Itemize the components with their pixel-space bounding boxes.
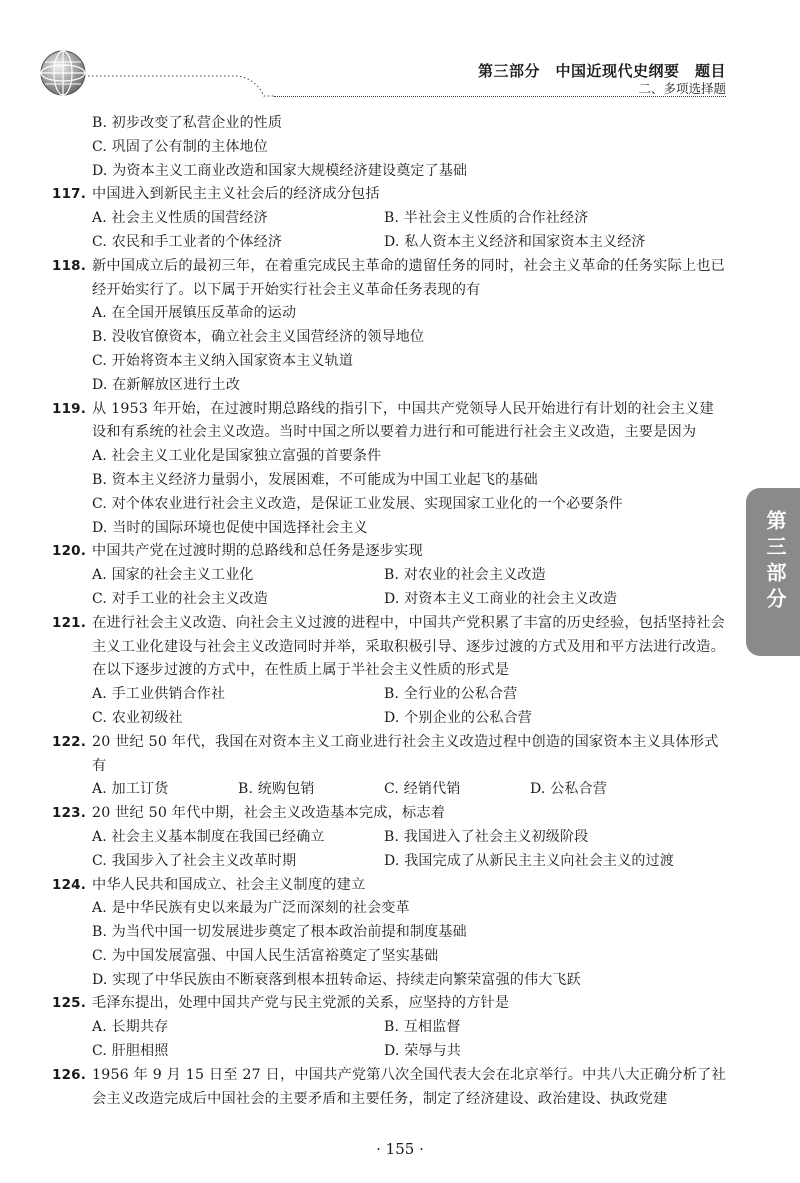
option-d: D. 荣辱与共	[384, 1043, 462, 1060]
option-d: D. 公私合营	[530, 781, 608, 798]
option-b: B. 没收官僚资本，确立社会主义国营经济的领导地位	[92, 329, 425, 346]
question-stem: 20 世纪 50 年代，我国在对资本主义工商业进行社会主义改造过程中创造的国家资本主义具体形式有	[92, 733, 719, 774]
section-side-tab-label: 第三部分	[763, 510, 787, 614]
carryover-option: B. 初步改变了私营企业的性质	[92, 115, 283, 131]
page-number: · 155 ·	[376, 1140, 424, 1158]
question-125	[52, 992, 728, 1063]
question-number: 126.	[52, 1066, 87, 1083]
carryover-option: C. 巩固了公有制的主体地位	[92, 138, 268, 155]
carryover-option: D. 为资本主义工商业改造和国家大规模经济建设奠定了基础	[92, 162, 468, 179]
option-a: A. 在全国开展镇压反革命的运动	[92, 305, 297, 322]
header-dotted-curve	[84, 74, 274, 104]
option-a: A. 社会主义工业化是国家独立富强的首要条件	[92, 448, 382, 465]
question-content	[52, 112, 728, 1111]
question-123	[52, 802, 728, 873]
question-number: 118.	[52, 257, 87, 274]
option-a: A. 社会主义性质的国营经济	[92, 210, 268, 227]
question-number: 121.	[52, 614, 87, 631]
option-b: B. 全行业的公私合营	[384, 686, 518, 703]
globe-logo-icon	[38, 48, 88, 98]
question-117	[52, 183, 728, 254]
option-b: B. 对农业的社会主义改造	[384, 567, 546, 584]
header-subtitle: 二、多项选择题	[638, 81, 726, 96]
question-stem: 新中国成立后的最初三年，在着重完成民主革命的遗留任务的同时，社会主义革命的任务实际上也已经开始实行了。以下属于开始实行社会主义革命任务表现的有	[92, 257, 726, 298]
option-a: A. 是中华民族有史以来最为广泛而深刻的社会变革	[92, 900, 410, 917]
question-number: 117.	[52, 186, 87, 203]
question-120	[52, 540, 728, 611]
option-d: D. 在新解放区进行土改	[92, 376, 241, 393]
option-b: B. 半社会主义性质的合作社经济	[384, 210, 589, 227]
question-stem: 在进行社会主义改造、向社会主义过渡的进程中，中国共产党积累了丰富的历史经验，包括坚持社会主义工业化建设与社会主义改造同时并举，采取积极引导、逐步过渡的方式及用和平方法进行改造。在以下逐步过渡的方式中，在性质上属于半社会主义性质的形式是	[92, 614, 726, 679]
option-a: A. 社会主义基本制度在我国已经确立	[92, 828, 325, 845]
question-number: 123.	[52, 805, 87, 822]
question-118	[52, 255, 728, 398]
question-122	[52, 731, 728, 802]
option-d: D. 实现了中华民族由不断衰落到根本扭转命运、持续走向繁荣富强的伟大飞跃	[92, 971, 581, 988]
option-c: C. 我国步入了社会主义改革时期	[92, 852, 297, 869]
option-d: D. 当时的国际环境也促使中国选择社会主义	[92, 519, 368, 536]
option-c: C. 农业初级社	[92, 709, 183, 726]
option-b: B. 资本主义经济力量弱小，发展困难，不可能成为中国工业起飞的基础	[92, 471, 538, 488]
question-stem: 20 世纪 50 年代中期，社会主义改造基本完成，标志着	[92, 805, 446, 822]
question-stem: 中国共产党在过渡时期的总路线和总任务是逐步实现	[92, 543, 423, 560]
question-number: 119.	[52, 400, 87, 417]
question-number: 125.	[52, 995, 87, 1012]
question-126	[52, 1064, 728, 1112]
carryover-options	[64, 112, 728, 183]
question-124	[52, 874, 728, 993]
question-stem: 从 1953 年开始，在过渡时期总路线的指引下，中国共产党领导人民开始进行有计划的社会主义建设和有系统的社会主义改造。当时中国之所以要着力进行和可能进行社会主义改造，主要是因为	[92, 400, 714, 441]
option-c: C. 对个体农业进行社会主义改造，是保证工业发展、实现国家工业化的一个必要条件	[92, 495, 623, 512]
header-title: 第三部分 中国近现代史纲要 题目	[477, 62, 726, 80]
question-stem: 中国进入到新民主主义社会后的经济成分包括	[92, 186, 380, 203]
option-d: D. 私人资本主义经济和国家资本主义经济	[384, 233, 646, 250]
question-stem: 1956 年 9 月 15 日至 27 日，中国共产党第八次全国代表大会在北京举行。中共八大正确分析了社会主义改造完成后中国社会的主要矛盾和主要任务，制定了经济建设、政治建设、执政党建	[92, 1066, 726, 1107]
option-d: D. 个别企业的公私合营	[384, 709, 533, 726]
option-b: B. 为当代中国一切发展进步奠定了根本政治前提和制度基础	[92, 924, 467, 941]
option-a: A. 手工业供销合作社	[92, 686, 226, 703]
option-c: C. 为中国发展富强、中国人民生活富裕奠定了坚实基础	[92, 947, 439, 964]
question-121	[52, 612, 728, 731]
option-b: B. 统购包销	[238, 781, 315, 798]
option-d: D. 我国完成了从新民主主义向社会主义的过渡	[384, 852, 675, 869]
option-c: C. 肝胆相照	[92, 1043, 169, 1060]
question-number: 120.	[52, 543, 87, 560]
question-number: 122.	[52, 733, 87, 750]
option-c: C. 经销代销	[384, 781, 461, 798]
option-c: C. 开始将资本主义纳入国家资本主义轨道	[92, 352, 354, 369]
option-a: A. 长期共存	[92, 1019, 169, 1036]
option-a: A. 国家的社会主义工业化	[92, 567, 254, 584]
option-d: D. 对资本主义工商业的社会主义改造	[384, 590, 618, 607]
option-c: C. 对手工业的社会主义改造	[92, 590, 268, 607]
question-stem: 中华人民共和国成立、社会主义制度的建立	[92, 876, 366, 893]
option-c: C. 农民和手工业者的个体经济	[92, 233, 283, 250]
question-stem: 毛泽东提出，处理中国共产党与民主党派的关系，应坚持的方针是	[92, 995, 510, 1012]
option-b: B. 我国进入了社会主义初级阶段	[384, 828, 589, 845]
option-a: A. 加工订货	[92, 781, 169, 798]
question-number: 124.	[52, 876, 87, 893]
option-b: B. 互相监督	[384, 1019, 461, 1036]
question-119	[52, 398, 728, 541]
